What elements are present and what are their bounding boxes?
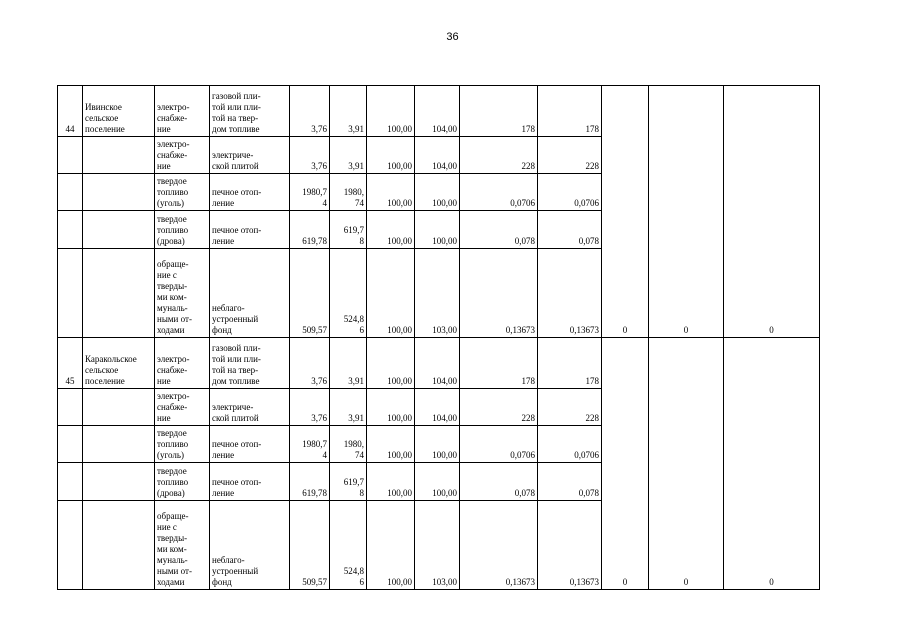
service-cell: твердое топливо (уголь) <box>155 426 210 463</box>
value-2024-cell: 3,91 <box>330 389 367 426</box>
percent-2024-cell: 100,00 <box>415 463 460 501</box>
summary-value-cell: 0 <box>649 86 724 338</box>
service-cell: обраще- ние с тверды- ми ком- муналь- ными от- ходами <box>155 249 210 338</box>
percent-2024-cell: 103,00 <box>415 249 460 338</box>
percent-2023-cell: 100,00 <box>367 389 415 426</box>
standard-2023-cell: 178 <box>460 86 538 137</box>
value-2023-cell: 3,76 <box>290 389 330 426</box>
standard-2023-cell: 0,078 <box>460 211 538 249</box>
row-number-cell <box>58 501 83 590</box>
method-cell: печное отоп- ление <box>210 463 290 501</box>
value-2023-cell: 3,76 <box>290 338 330 389</box>
percent-2023-cell: 100,00 <box>367 338 415 389</box>
settlement-name-cell: Каракольское сельское поселение <box>83 338 155 389</box>
table-body <box>58 86 820 590</box>
value-2024-cell: 3,91 <box>330 86 367 137</box>
row-number-cell <box>58 426 83 463</box>
standard-2023-cell: 0,078 <box>460 463 538 501</box>
standard-2023-cell: 0,13673 <box>460 249 538 338</box>
standard-2024-cell: 228 <box>538 389 602 426</box>
value-2023-cell: 1980,7 4 <box>290 426 330 463</box>
service-cell: твердое топливо (дрова) <box>155 463 210 501</box>
percent-2023-cell: 100,00 <box>367 86 415 137</box>
value-2024-cell: 619,7 8 <box>330 463 367 501</box>
percent-2024-cell: 103,00 <box>415 501 460 590</box>
standard-2024-cell: 0,13673 <box>538 501 602 590</box>
percent-2024-cell: 104,00 <box>415 389 460 426</box>
value-2024-cell: 524,8 6 <box>330 249 367 338</box>
standard-2024-cell: 0,0706 <box>538 174 602 211</box>
value-2023-cell: 3,76 <box>290 86 330 137</box>
summary-value-cell: 0 <box>724 86 820 338</box>
method-cell: неблаго- устроенный фонд <box>210 501 290 590</box>
value-2024-cell: 3,91 <box>330 338 367 389</box>
value-2024-cell: 524,8 6 <box>330 501 367 590</box>
value-2024-cell: 3,91 <box>330 137 367 174</box>
standard-2024-cell: 0,078 <box>538 463 602 501</box>
service-cell: электро- снабже- ние <box>155 137 210 174</box>
standard-2023-cell: 0,0706 <box>460 426 538 463</box>
service-cell: твердое топливо (уголь) <box>155 174 210 211</box>
method-cell: неблаго- устроенный фонд <box>210 249 290 338</box>
table-row <box>58 86 820 137</box>
method-cell: электриче- ской плитой <box>210 137 290 174</box>
value-2023-cell: 619,78 <box>290 463 330 501</box>
method-cell: печное отоп- ление <box>210 211 290 249</box>
percent-2024-cell: 100,00 <box>415 426 460 463</box>
value-2024-cell: 1980, 74 <box>330 174 367 211</box>
service-cell: электро- снабже- ние <box>155 86 210 137</box>
row-number-cell <box>58 389 83 426</box>
summary-value-cell: 0 <box>602 338 649 590</box>
settlement-name-cell <box>83 426 155 463</box>
row-number-cell <box>58 137 83 174</box>
value-2023-cell: 1980,7 4 <box>290 174 330 211</box>
percent-2024-cell: 100,00 <box>415 174 460 211</box>
method-cell: электриче- ской плитой <box>210 389 290 426</box>
percent-2024-cell: 100,00 <box>415 211 460 249</box>
method-cell: печное отоп- ление <box>210 426 290 463</box>
settlement-name-cell <box>83 389 155 426</box>
standard-2024-cell: 0,078 <box>538 211 602 249</box>
summary-value-cell: 0 <box>649 338 724 590</box>
percent-2023-cell: 100,00 <box>367 211 415 249</box>
value-2023-cell: 3,76 <box>290 137 330 174</box>
settlement-name-cell <box>83 174 155 211</box>
row-number-cell: 44 <box>58 86 83 137</box>
tariff-table <box>57 85 820 590</box>
standard-2023-cell: 0,13673 <box>460 501 538 590</box>
standard-2023-cell: 0,0706 <box>460 174 538 211</box>
value-2024-cell: 619,7 8 <box>330 211 367 249</box>
service-cell: твердое топливо (дрова) <box>155 211 210 249</box>
row-number-cell: 45 <box>58 338 83 389</box>
method-cell: газовой пли- той или пли- той на твер- дом топливе <box>210 338 290 389</box>
standard-2024-cell: 178 <box>538 86 602 137</box>
value-2023-cell: 619,78 <box>290 211 330 249</box>
percent-2023-cell: 100,00 <box>367 426 415 463</box>
row-number-cell <box>58 463 83 501</box>
standard-2024-cell: 228 <box>538 137 602 174</box>
summary-value-cell: 0 <box>724 338 820 590</box>
percent-2024-cell: 104,00 <box>415 137 460 174</box>
value-2024-cell: 1980, 74 <box>330 426 367 463</box>
settlement-name-cell <box>83 463 155 501</box>
settlement-name-cell <box>83 249 155 338</box>
percent-2023-cell: 100,00 <box>367 137 415 174</box>
value-2023-cell: 509,57 <box>290 249 330 338</box>
standard-2023-cell: 178 <box>460 338 538 389</box>
table-row <box>58 338 820 389</box>
percent-2023-cell: 100,00 <box>367 249 415 338</box>
standard-2024-cell: 0,13673 <box>538 249 602 338</box>
percent-2023-cell: 100,00 <box>367 501 415 590</box>
summary-value-cell: 0 <box>602 86 649 338</box>
service-cell: обраще- ние с тверды- ми ком- муналь- ными от- ходами <box>155 501 210 590</box>
settlement-name-cell: Ивинское сельское поселение <box>83 86 155 137</box>
method-cell: газовой пли- той или пли- той на твер- дом топливе <box>210 86 290 137</box>
service-cell: электро- снабже- ние <box>155 389 210 426</box>
standard-2024-cell: 0,0706 <box>538 426 602 463</box>
standard-2023-cell: 228 <box>460 137 538 174</box>
percent-2024-cell: 104,00 <box>415 86 460 137</box>
row-number-cell <box>58 174 83 211</box>
page-number: 36 <box>446 31 459 43</box>
percent-2023-cell: 100,00 <box>367 174 415 211</box>
settlement-name-cell <box>83 211 155 249</box>
percent-2024-cell: 104,00 <box>415 338 460 389</box>
row-number-cell <box>58 249 83 338</box>
settlement-name-cell <box>83 501 155 590</box>
percent-2023-cell: 100,00 <box>367 463 415 501</box>
standard-2024-cell: 178 <box>538 338 602 389</box>
method-cell: печное отоп- ление <box>210 174 290 211</box>
service-cell: электро- снабже- ние <box>155 338 210 389</box>
row-number-cell <box>58 211 83 249</box>
standard-2023-cell: 228 <box>460 389 538 426</box>
value-2023-cell: 509,57 <box>290 501 330 590</box>
settlement-name-cell <box>83 137 155 174</box>
